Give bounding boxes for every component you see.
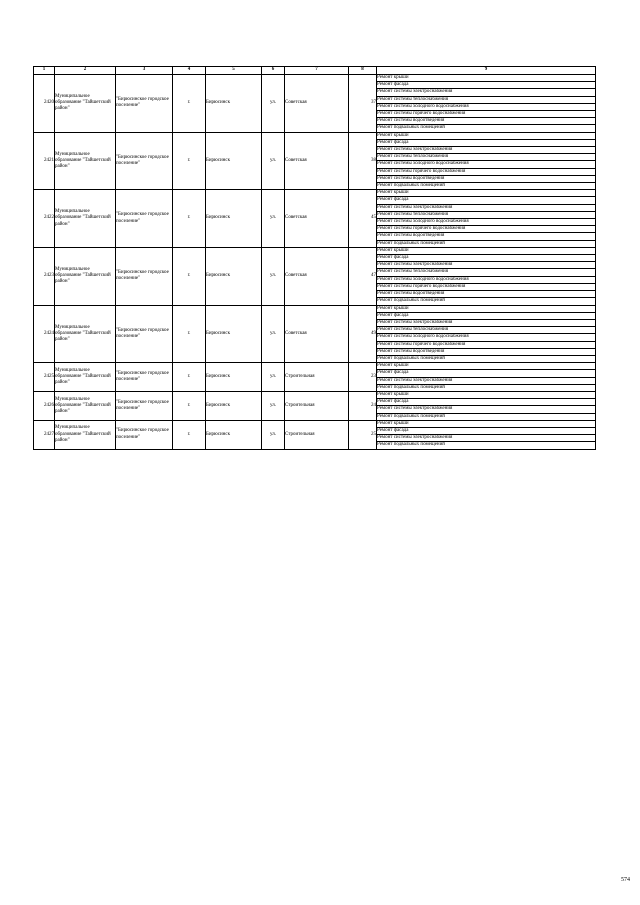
city-cell: Бирюсинск	[206, 391, 262, 420]
street-type-cell: ул.	[262, 305, 285, 363]
column-header: 5	[206, 67, 262, 75]
street-cell: Строительная	[285, 420, 349, 449]
column-header: 1	[34, 67, 55, 75]
record-number: 2425	[34, 363, 55, 392]
column-header: 2	[55, 67, 116, 75]
house-number-cell: 47	[349, 247, 377, 305]
table-row	[34, 420, 596, 427]
table-row	[34, 363, 596, 370]
work-type-cell: Ремонт фасада	[377, 399, 596, 406]
table-row	[34, 75, 596, 82]
street-type-cell: ул.	[262, 75, 285, 133]
street-cell: Советская	[285, 305, 349, 363]
column-header: 3	[116, 67, 173, 75]
record-number: 2426	[34, 391, 55, 420]
house-number-cell: 25	[349, 420, 377, 449]
column-header: 8	[349, 67, 377, 75]
table-row	[34, 305, 596, 312]
work-type-cell: Ремонт подвальных помещений	[377, 384, 596, 391]
street-type-cell: ул.	[262, 132, 285, 190]
work-type-cell: Ремонт системы холодного водоснабжения	[377, 276, 596, 283]
settlement-cell: "Бирюсинское городское поселение"	[116, 132, 173, 190]
work-type-cell: Ремонт системы холодного водоснабжения	[377, 103, 596, 110]
work-type-cell: Ремонт системы электроснабжения	[377, 377, 596, 384]
street-cell: Советская	[285, 132, 349, 190]
work-type-cell: Ремонт подвальных помещений	[377, 298, 596, 305]
table-row	[34, 190, 596, 197]
table-row	[34, 247, 596, 254]
work-type-cell: Ремонт крыши	[377, 305, 596, 312]
work-type-cell: Ремонт системы водоотведения	[377, 348, 596, 355]
work-type-cell: Ремонт системы электроснабжения	[377, 319, 596, 326]
work-type-cell: Ремонт системы холодного водоснабжения	[377, 219, 596, 226]
record-number: 2427	[34, 420, 55, 449]
work-type-cell: Ремонт крыши	[377, 391, 596, 398]
municipality-cell: Муниципальное образование "Тайшетский район"	[55, 75, 116, 133]
record-number: 2420	[34, 75, 55, 133]
house-number-cell: 24	[349, 391, 377, 420]
work-type-cell: Ремонт подвальных помещений	[377, 413, 596, 420]
locality-type-cell: г.	[173, 363, 206, 392]
municipality-cell: Муниципальное образование "Тайшетский район"	[55, 391, 116, 420]
work-type-cell: Ремонт подвальных помещений	[377, 240, 596, 247]
city-cell: Бирюсинск	[206, 132, 262, 190]
work-type-cell: Ремонт системы теплоснабжения	[377, 327, 596, 334]
municipality-cell: Муниципальное образование "Тайшетский район"	[55, 247, 116, 305]
work-type-cell: Ремонт системы теплоснабжения	[377, 96, 596, 103]
record-number: 2422	[34, 190, 55, 248]
work-type-cell: Ремонт крыши	[377, 190, 596, 197]
street-cell: Строительная	[285, 363, 349, 392]
settlement-cell: "Бирюсинское городское поселение"	[116, 363, 173, 392]
work-type-cell: Ремонт фасада	[377, 312, 596, 319]
locality-type-cell: г.	[173, 247, 206, 305]
locality-type-cell: г.	[173, 420, 206, 449]
header-row	[34, 67, 596, 75]
work-type-cell: Ремонт крыши	[377, 132, 596, 139]
house-number-cell: 37	[349, 75, 377, 133]
work-type-cell: Ремонт подвальных помещений	[377, 183, 596, 190]
table-row	[34, 132, 596, 139]
work-type-cell: Ремонт системы водоотведения	[377, 175, 596, 182]
work-type-cell: Ремонт системы электроснабжения	[377, 89, 596, 96]
work-type-cell: Ремонт системы теплоснабжения	[377, 269, 596, 276]
work-type-cell: Ремонт фасада	[377, 255, 596, 262]
work-type-cell: Ремонт системы водоотведения	[377, 291, 596, 298]
register-table	[33, 66, 596, 450]
work-type-cell: Ремонт подвальных помещений	[377, 125, 596, 132]
house-number-cell: 23	[349, 363, 377, 392]
municipality-cell: Муниципальное образование "Тайшетский район"	[55, 305, 116, 363]
page-number: 574	[621, 877, 630, 883]
locality-type-cell: г.	[173, 190, 206, 248]
street-type-cell: ул.	[262, 190, 285, 248]
city-cell: Бирюсинск	[206, 305, 262, 363]
municipality-cell: Муниципальное образование "Тайшетский район"	[55, 190, 116, 248]
work-type-cell: Ремонт крыши	[377, 420, 596, 427]
work-type-cell: Ремонт системы электроснабжения	[377, 262, 596, 269]
settlement-cell: "Бирюсинское городское поселение"	[116, 391, 173, 420]
work-type-cell: Ремонт системы теплоснабжения	[377, 154, 596, 161]
street-type-cell: ул.	[262, 420, 285, 449]
city-cell: Бирюсинск	[206, 75, 262, 133]
work-type-cell: Ремонт системы электроснабжения	[377, 204, 596, 211]
work-type-cell: Ремонт системы электроснабжения	[377, 406, 596, 413]
street-type-cell: ул.	[262, 391, 285, 420]
record-number: 2421	[34, 132, 55, 190]
city-cell: Бирюсинск	[206, 247, 262, 305]
work-type-cell: Ремонт системы электроснабжения	[377, 147, 596, 154]
work-type-cell: Ремонт системы холодного водоснабжения	[377, 161, 596, 168]
work-type-cell: Ремонт системы холодного водоснабжения	[377, 334, 596, 341]
settlement-cell: "Бирюсинское городское поселение"	[116, 247, 173, 305]
work-type-cell: Ремонт системы горячего водоснабжения	[377, 111, 596, 118]
house-number-cell: 38	[349, 132, 377, 190]
work-type-cell: Ремонт системы горячего водоснабжения	[377, 168, 596, 175]
work-type-cell: Ремонт системы горячего водоснабжения	[377, 226, 596, 233]
house-number-cell: 49	[349, 305, 377, 363]
work-type-cell: Ремонт системы горячего водоснабжения	[377, 283, 596, 290]
work-type-cell: Ремонт фасада	[377, 427, 596, 434]
table-row	[34, 391, 596, 398]
settlement-cell: "Бирюсинское городское поселение"	[116, 305, 173, 363]
locality-type-cell: г.	[173, 132, 206, 190]
street-cell: Советская	[285, 247, 349, 305]
work-type-cell: Ремонт системы горячего водоснабжения	[377, 341, 596, 348]
street-type-cell: ул.	[262, 363, 285, 392]
locality-type-cell: г.	[173, 305, 206, 363]
work-type-cell: Ремонт системы водоотведения	[377, 233, 596, 240]
settlement-cell: "Бирюсинское городское поселение"	[116, 420, 173, 449]
house-number-cell: 45	[349, 190, 377, 248]
column-header: 6	[262, 67, 285, 75]
street-type-cell: ул.	[262, 247, 285, 305]
work-type-cell: Ремонт подвальных помещений	[377, 442, 596, 449]
work-type-cell: Ремонт подвальных помещений	[377, 355, 596, 362]
settlement-cell: "Бирюсинское городское поселение"	[116, 190, 173, 248]
city-cell: Бирюсинск	[206, 420, 262, 449]
work-type-cell: Ремонт фасада	[377, 370, 596, 377]
municipality-cell: Муниципальное образование "Тайшетский район"	[55, 132, 116, 190]
municipality-cell: Муниципальное образование "Тайшетский район"	[55, 420, 116, 449]
city-cell: Бирюсинск	[206, 363, 262, 392]
street-cell: Советская	[285, 190, 349, 248]
column-header: 9	[377, 67, 596, 75]
column-header: 4	[173, 67, 206, 75]
work-type-cell: Ремонт системы теплоснабжения	[377, 211, 596, 218]
settlement-cell: "Бирюсинское городское поселение"	[116, 75, 173, 133]
street-cell: Строительная	[285, 391, 349, 420]
locality-type-cell: г.	[173, 391, 206, 420]
work-type-cell: Ремонт системы электроснабжения	[377, 435, 596, 442]
municipality-cell: Муниципальное образование "Тайшетский район"	[55, 363, 116, 392]
work-type-cell: Ремонт системы водоотведения	[377, 118, 596, 125]
work-type-cell: Ремонт фасада	[377, 139, 596, 146]
street-cell: Советская	[285, 75, 349, 133]
column-header: 7	[285, 67, 349, 75]
work-type-cell: Ремонт крыши	[377, 75, 596, 82]
locality-type-cell: г.	[173, 75, 206, 133]
table-body	[34, 75, 596, 450]
record-number: 2424	[34, 305, 55, 363]
work-type-cell: Ремонт крыши	[377, 363, 596, 370]
work-type-cell: Ремонт крыши	[377, 247, 596, 254]
work-type-cell: Ремонт фасада	[377, 197, 596, 204]
work-type-cell: Ремонт фасада	[377, 82, 596, 89]
record-number: 2423	[34, 247, 55, 305]
city-cell: Бирюсинск	[206, 190, 262, 248]
